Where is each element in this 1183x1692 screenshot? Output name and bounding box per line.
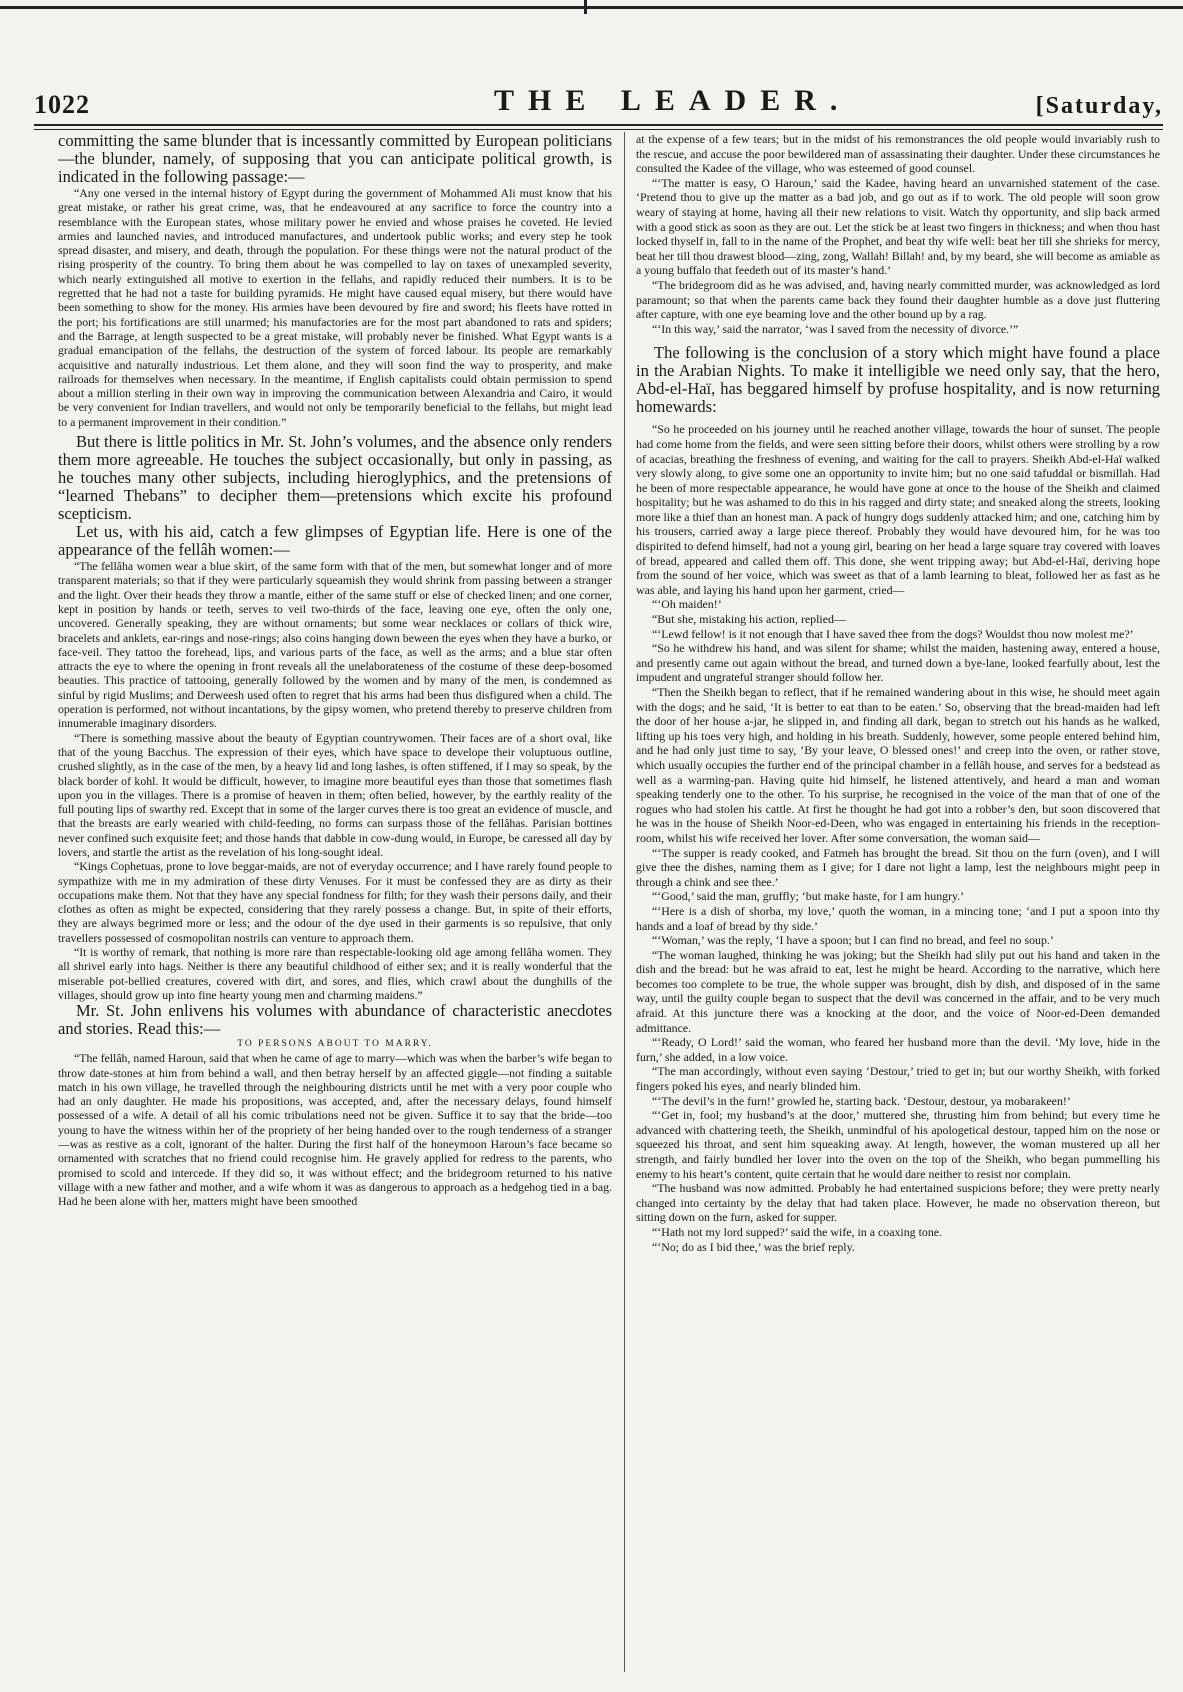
quote-paragraph: “There is something massive about the beauty of Egyptian countrywomen. Their faces are of a short oval, like that of the young Bacchus. The expression of their eyes, which have space to develope their voluptuous outline, crushed slightly, as in the case of the men, by a heavy lid and long lashes, is often stiffened, if I may so speak, by the black border of kohl. It would be difficult, however, to imagine more beautiful eyes than those that sometimes flash upon you in the villages. There is a promise of heaven in them; often belied, however, by the earthly reality of the full pouting lips of swarthy red. Except that in some of the larger curves there is too great an evidence of muscle, and that the breasts are early wearied with child-feeding, no forms can surpass those of the fellâhas. Parisian bottines never confined such exquisite feet; and those hands that dabble in cow-dung would, in Europe, be caressed all day by lovers, and startle the artist as the revelation of his long-sought ideal. <box>58 730 612 859</box>
quote-paragraph: “‘Get in, fool; my husband’s at the door,’ muttered she, thrusting him from behind; but every time he advanced with chattering teeth, the Sheikh, unmindful of his apologetical destour, tapped him on the nose or squeezed his throat, and sent him squeaking away. At length, however, the woman mustered up all her strength, and fairly bundled her lover into the oven on the top of the Sheikh, who began pummelling his enemy to his heart’s content, quite certain that he would dare neither to resist nor complain. <box>636 1108 1160 1181</box>
quote-paragraph: “‘Woman,’ was the reply, ‘I have a spoon; but I can find no bread, and feel no soup.’ <box>652 933 1054 948</box>
quote-paragraph: “‘In this way,’ said the narrator, ‘was I saved from the necessity of divorce.’” <box>652 321 1019 336</box>
masthead-rule <box>34 124 1163 130</box>
masthead <box>34 80 1163 120</box>
quote-paragraph: “‘No; do as I bid thee,’ was the brief reply. <box>652 1239 855 1254</box>
quote-paragraph: “The fellâha women wear a blue skirt, of the same form with that of the men, but somewhat longer and of more transparent materials; so that if they were particularly squeamish they would shrink from passing between a stranger and the light. Over their heads they throw a mantle, either of the same stuff or else of checked linen; and one corner, kept in position by hands or teeth, serves to veil two-thirds of the face, leaving one eye, often the only one, uncovered. Generally speaking, they are without ornaments; but some wear necklaces or collars of thick wire, bracelets and anklets, ear-rings and nose-rings; also coins hanging down beween the eyes when they have a burko, or face-veil. They tattoo the forehead, lips, and various parts of the face, as well as the arms; and a blue star often attracts the eye to where the opening in front reveals all the unelaborateness of the costume of these deep-bosomed beauties. This practice of tattooing, generally followed by the women and by many of the men, is condemned as sinful by rigid Muslims; and Derweesh used often to regret that his arms had been thus disfigured when a child. The operation is performed, not without incantations, by the gipsy women, who pretend thereby to preserve children from innumerable imaginary disorders. <box>58 559 612 731</box>
quote-paragraph: “Then the Sheikh began to reflect, that if he remained wandering about in this wise, he should meet again with the dogs; and he said, ‘It is better to eat than to be eaten.’ So, observing that the bread-maiden had left the door of her house a-jar, he slipped in, and finding all dark, began to stretch out his hands as he walked, lifting up his toes very high, and holding in his breath. Suddenly, however, some people entered behind him, and he had only just time to say, ‘By your leave, O blessed ones!’ and creep into the oven, or rather stove, which usually occupies the further end of the principal chamber in a fellâh house, and serves for a bedstead as well as a warming-pan. Having quite hid himself, he listened attentively, and heard a man and woman speaking tenderly one to the other. To his surprise, he recognised in the voice of the man that of one of the rogues who had stolen his cattle. At first he thought he had got into a robber’s den, but soon discovered that he was in the house of Sheikh Noor-ed-Deen, who was engaged in entertaining his friends in the reception-room, whilst his wife received her lover. After some conversation, the woman said— <box>636 685 1160 845</box>
quote-paragraph: “‘The supper is ready cooked, and Fatmeh has brought the bread. Sit thou on the furn (oven), and I will give thee the dishes, naming them as I give; for I dare not light a lamp, lest the neighbours might peep in through a chink and see thee.’ <box>636 845 1160 889</box>
quote-paragraph: “‘The matter is easy, O Haroun,’ said the Kadee, having heard an unvarnished statement of the case. ‘Pretend thou to give up the matter as a bad job, and go out as if to work. The old people will soon grow weary of staying at home, having all their new relations to visit. Watch thy opportunity, and slip back armed with a good stick as soon as they are out. Let the stick be at least two fingers in thickness; and when thou hast locked thyself in, fall to in the name of the Prophet, and beat thy wife well: beat her till she shrieks for mercy, beat her till thou drawest blood—zing, zong, Wallah! Billah! and, by my beard, she will become as amiable as a young buffalo that feedeth out of its master’s hand.’ <box>636 175 1160 278</box>
quote-paragraph: “‘Here is a dish of shorba, my love,’ quoth the woman, in a mincing tone; ‘and I put a spoon into thy hands and a loaf of bread by thy side.’ <box>636 903 1160 933</box>
quote-paragraph: “‘Oh maiden!’ <box>652 597 722 612</box>
quote-paragraph: “The fellâh, named Haroun, said that when he came of age to marry—which was when the barber’s wife began to throw date-stones at him from behind a wall, and then betray herself by an affected giggle—not finding a suitable match in his own village, he travelled through the neighbouring districts until he met with a very poor couple who had an only daughter. He made his propositions, was accepted, and, after the necessary delays, found himself possessed of a wife. A detail of all his comic tribulations need not be given. Suffice it to say that the bride—too young to have the witness within her of the propriety of her being handed over to the rough tenderness of a stranger—was as restive as a colt, ignorant of the halter. During the first half of the honeymoon Haroun’s face became so ornamented with scratches that no friend could recognise him. He gravely applied for redress to the parents, who promised to scold and intercede. If they did so, it was without effect; and the bridegroom returned to his native village with a new father and mother, and a wife whom it was as dangerous to approach as a hedgehog tied in a bag. Had he been alone with her, matters might have been smoothed <box>58 1051 612 1209</box>
quote-paragraph: “It is worthy of remark, that nothing is more rare than respectable-looking old age among fellâha women. They all shrivel early into hags. Neither is there any beautiful childhood of either sex; and it is really wonderful that the miserable pot-bellied creatures, covered with dirt, and sores, and flies, which crawl about the dunghills of the villages, should grow up into fine hearty young men and charming maidens.” <box>58 945 612 1002</box>
quote-paragraph: “But she, mistaking his action, replied— <box>652 612 846 627</box>
top-center-mark <box>584 0 587 14</box>
paragraph: Let us, with his aid, catch a few glimpses of Egyptian life. Here is one of the appearance of the fellâh women:— <box>58 522 612 560</box>
column-divider <box>624 132 625 1672</box>
quote-paragraph: “‘Ready, O Lord!’ said the woman, who feared her husband more than the devil. ‘My love, hide in the furn,’ she added, in a low voice. <box>636 1035 1160 1064</box>
paragraph: The following is the conclusion of a story which might have found a place in the Arabian Nights. To make it intelligible we need only say, that the hero, Abd-el-Haï, has beggared himself by profuse hospitality, and is now returning homewards: <box>636 343 1160 417</box>
right-column <box>636 132 1160 1678</box>
quote-paragraph: “The bridegroom did as he was advised, and, having nearly committed murder, was acknowledged as lord paramount; so that when the parents came back they found their daughter humble as a dove just fluttering after capture, with one eye beaming love and the other bound up by a rag. <box>636 277 1160 322</box>
top-rule <box>0 6 1183 9</box>
quote-paragraph: “The man accordingly, without even saying ‘Destour,’ tried to get in; but our worthy Sheikh, with forked fingers poked his eyes, and nearly blinded him. <box>636 1064 1160 1094</box>
issue-day: [Saturday, <box>1035 93 1163 119</box>
quote-paragraph: “So he withdrew his hand, and was silent for shame; whilst the maiden, hastening away, entered a house, and presently came out again without the bread, and turned down a bye-lane, looked fearfully about, lest the impudent and ungrateful stranger should follow her. <box>636 641 1160 685</box>
quote-paragraph: “‘Good,’ said the man, gruffly; ‘but make haste, for I am hungry.’ <box>652 889 965 904</box>
quote-paragraph: “‘Lewd fellow! is it not enough that I have saved thee from the dogs? Wouldst thou now molest me?’ <box>652 626 1134 641</box>
quote-paragraph: “Kings Cophetuas, prone to love beggar-maids, are not of everyday occurrence; and I have rarely found people to sympathize with me in my admiration of these dirty Venuses. For it must be confessed they are as dirty as their occupations make them. Not that they have any special fondness for filth; for they wash their persons daily, and their clothes as often as might be expected, considering that they rarely possess a change. But, in spite of their efforts, they are always begrimed more or less; and the odour of the dye used in their garments is so repulsive, that only travellers possessed of cosmopolitan nostrils can venture to approach them. <box>58 859 612 945</box>
quote-paragraph: “The husband was now admitted. Probably he had entertained suspicions before; they were pretty nearly changed into certainty by the delay that had taken place. However, he made no observation thereon, but sitting down on the furn, asked for supper. <box>636 1181 1160 1225</box>
quote-paragraph: “The woman laughed, thinking he was joking; but the Sheikh had slily put out his hand and taken in the dish and the bread: but he was afraid to eat, lest he might be heard. According to the narrative, which here becomes too complete to be true, the whole supper was brought, dish by dish, and disposed of in the same way, until the guilty couple began to suspect that the devil was concerned in the affair, and to be very much afraid. At this juncture there was a knocking at the door, and the voice of Noor-ed-Deen demanded admittance. <box>636 947 1160 1035</box>
quote-paragraph: “Any one versed in the internal history of Egypt during the government of Mohammed Ali must know that his great mistake, or rather his great crime, was, that he endeavoured at any sacrifice to force the country into a resemblance with the European states, whose military power he envied and whose praises he coveted. He levied armies and launched navies, and introduced manufactures, and undertook public works; and every step he took spread disaster, and misery, and death, through the population. For these things were not the natural product of the rising prosperity of the country. To bring them about he was compelled to lay on taxes of unexampled severity, which nearly extinguished all motive to exertion in the fellahs, and rapidly reduced their numbers. It is to be regretted that he had not a taste for building pyramids. He might have caused equal misery, but there would have been something to show for the money. His armies have been devoured by fire and sword; his fleets have rotted in the port; his fortifications are still unarmed; his manufactories are for the most part abandoned to rats and spiders; and the Barrage, at length suspected to be a great mistake, will probably never be finished. What Egypt wants is a gradual emancipation of the fellahs, the destruction of the system of forced labour. Its people are remarkably acquisitive and naturally industrious. Let them alone, and they will soon find the way to prosperity, and make railroads for themselves when necessary. In the meantime, if English capitalists could obtain permission to spend about a million sterling in their own way in improving the communication between Alexandria and Cairo, it would be very convenient for Indian travellers, and would not only be temporarily beneficial to the fellahs, but might lead to a permanent improvement in their condition.” <box>58 186 612 429</box>
paragraph: Mr. St. John enlivens his volumes with abundance of characteristic anecdotes and stories. Read this:— <box>58 1001 612 1039</box>
quote-paragraph: “So he proceeded on his journey until he reached another village, towards the hour of sunset. The people had come home from the fields, and were seen sitting before their doors, whilst others were strolling by a row of acacias, breathing the freshness of evening, and waiting for the call to prayers. Sheikh Abd-el-Haï walked very slowly along, to give some one an opportunity to invite him; but no one said tafuddal or bismillah. Had he been of more respectable appearance, he would have gone at once to the house of the Sheikh and claimed hospitality; but he was ashamed to do this in his ragged and dirty state; and sneaked along the streets, looking more like a thief than an honest man. A pack of hungry dogs suddenly attacked him; and one, catching him by his trousers, carried away a large piece thereof. Probably they would have devoured him, for he was too dispirited to defend himself, had not a young girl, bearing on her head a large square tray covered with loaves of bread, appeared and called them off. This done, she went tripping away; but Abd-el-Haï, deriving hope from the sound of her voice, which was sweet as that of a lamb learning to bleat, followed her as fast as he was able, and laying his hand upon her garment, cried— <box>636 422 1160 597</box>
paragraph: But there is little politics in Mr. St. John’s volumes, and the absence only renders them more agreeable. He touches the subject occasionally, but only in passing, as he touches many other subjects, including hieroglyphics, and the pretensions of “learned Thebans” to decipher them—pretensions which excite his profound scepticism. <box>58 432 612 524</box>
left-column <box>58 132 612 1678</box>
paragraph: committing the same blunder that is incessantly committed by European politicians—the blunder, namely, of supposing that you can anticipate political growth, is indicated in the following passage:— <box>58 132 612 186</box>
quote-paragraph: “‘The devil’s in the furn!’ growled he, starting back. ‘Destour, destour, ya mobarakeen!’ <box>652 1093 1071 1108</box>
page-number: 1022 <box>34 90 90 119</box>
newspaper-title: THE LEADER. <box>494 84 852 117</box>
quote-paragraph: at the expense of a few tears; but in the midst of his remonstrances the old people would invariably rush to the rescue, and accuse the poor bewildered man of assassinating their daughter. Under these circumstances he consulted the Kadee of the village, who was esteemed of good counsel. <box>636 132 1160 176</box>
story-subheading: TO PERSONS ABOUT TO MARRY. <box>237 1039 433 1050</box>
quote-paragraph: “‘Hath not my lord supped?’ said the wife, in a coaxing tone. <box>652 1224 943 1239</box>
